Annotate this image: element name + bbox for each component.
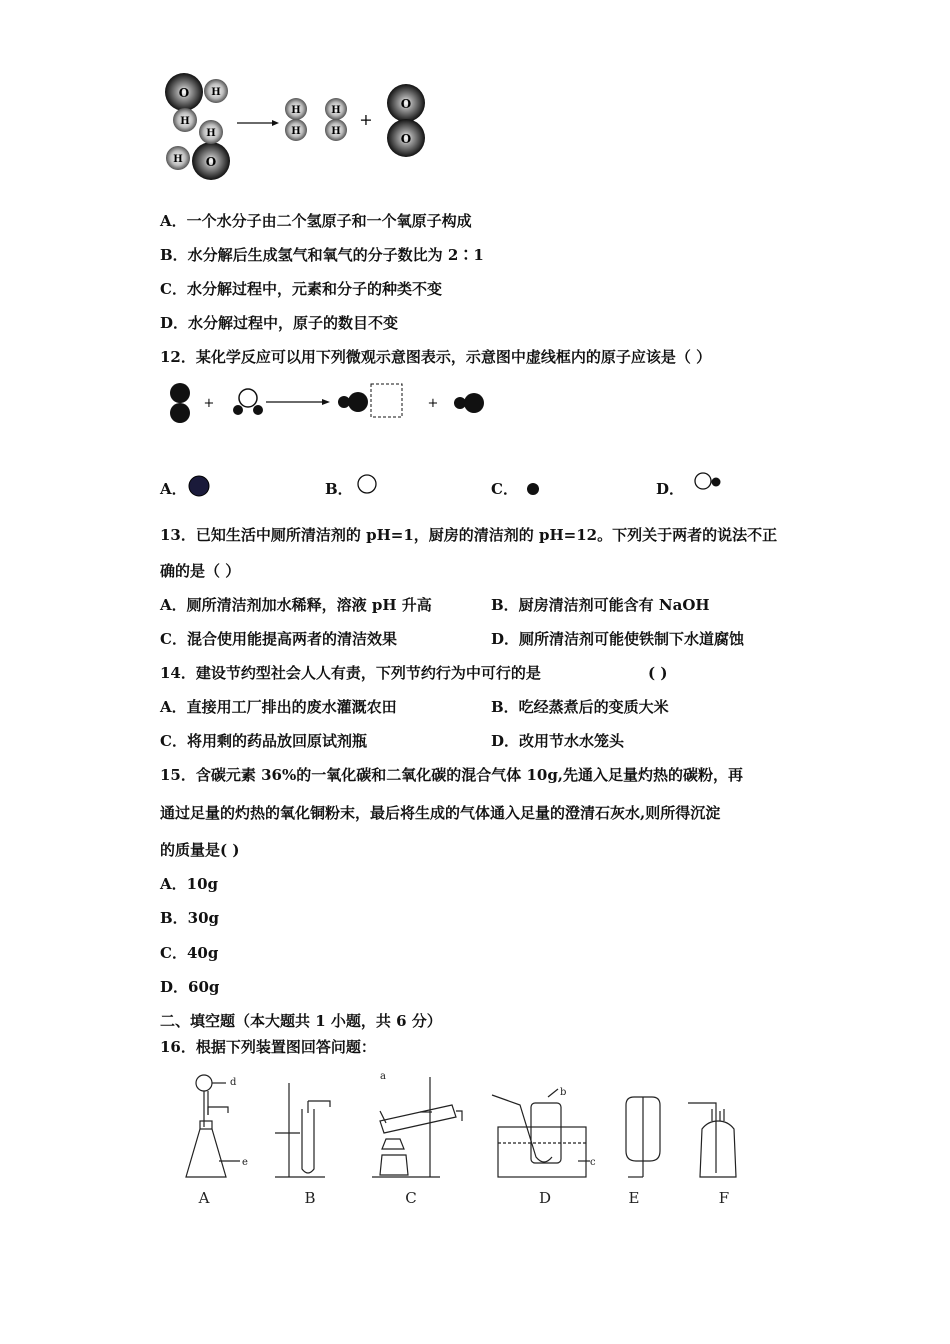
q12-option-b-atom [355,473,385,503]
oxygen-atom-label: O [205,155,217,169]
q16-stem: 16．根据下列装置图回答问题： [160,1038,376,1056]
q14-option-a: A．直接用工厂排出的废水灌溉农田 [160,698,397,716]
q12-stem: 12．某化学反应可以用下列微观示意图表示，示意图中虚线框内的原子应该是（ ） [160,348,712,366]
q12-option-a-atom [186,474,216,504]
q11-option-d: D．水分解过程中，原子的数目不变 [160,314,399,332]
q11-option-c: C．水分解过程中，元素和分子的种类不变 [160,280,442,298]
q12-option-b-label: B． [325,480,353,498]
q14-stem: 14．建设节约型社会人人有责，下列节约行为中可行的是 [160,664,541,682]
apparatus-e [626,1097,660,1177]
oxygen-atom-label: O [400,132,412,146]
q12-plus-2: + [427,396,439,411]
hydrogen-atom-label: H [291,126,301,137]
part-label-b: b [560,1087,567,1098]
q12-option-c-label: C． [491,480,518,498]
hydrogen-molecule-1 [285,98,307,141]
q12-option-d[interactable] [656,478,684,499]
oxygen-molecule [387,84,425,157]
part-label-c: c [590,1157,596,1168]
oxygen-atom-label: O [400,97,412,111]
hydrogen-atom-label: H [291,105,301,116]
apparatus-label-e: E [628,1189,640,1207]
q15-option-d: D．60g [160,978,220,996]
apparatus-c [372,1077,462,1177]
apparatus-label-a: A [198,1189,210,1207]
q15-stem-line2: 通过足量的灼热的氧化铜粉末，最后将生成的气体通入足量的澄清石灰水,则所得沉淀 [160,804,721,822]
part-label-d: d [230,1077,237,1088]
q13-option-a: A．厕所清洁剂加水稀释，溶液 pH 升高 [160,596,432,614]
q12-option-c-atom [522,478,552,508]
reaction-arrow [237,120,279,126]
q14-option-c: C．将用剩的药品放回原试剂瓶 [160,732,367,750]
apparatus-a [186,1075,240,1177]
section-heading: 二、填空题（本大题共 1 小题，共 6 分） [160,1012,442,1030]
water-decomposition-figure [0,0,950,190]
apparatus-label-d: D [538,1189,552,1207]
oxygen-atom-label: O [178,86,190,100]
hydrogen-atom-label: H [180,116,190,127]
q12-plus-1: + [203,396,215,411]
reactant-1 [170,383,190,423]
q14-answer-paren: ( ) [648,664,668,682]
q15-stem-line1: 15．含碳元素 36%的一氧化碳和二氧化碳的混合气体 10g,先通入足量灼热的碳粉，再 [160,766,744,784]
product-2 [454,393,484,413]
part-label-a: a [380,1071,386,1082]
q13-option-c: C．混合使用能提高两者的清洁效果 [160,630,397,648]
apparatus-label-b: B [304,1189,316,1207]
q13-option-d: D．厕所清洁剂可能使铁制下水道腐蚀 [491,630,745,648]
q12-option-b[interactable] [325,478,353,499]
apparatus-label-f: F [718,1189,730,1207]
q12-option-d-label: D． [656,480,685,498]
q12-arrow [266,399,330,405]
q11-option-b: B．水分解后生成氢气和氧气的分子数比为 2∶1 [160,246,484,264]
part-label-e: e [242,1157,248,1168]
q13-stem-line1: 13．已知生活中厕所清洁剂的 pH=1，厨房的清洁剂的 pH=12。下列关于两者的说法不正 [160,526,778,544]
q12-option-d-molecule [691,470,731,500]
hydrogen-atom-label: H [173,154,183,165]
q14-option-d: D．改用节水水笼头 [491,732,625,750]
q12-option-a[interactable] [160,478,187,499]
apparatus-label-c: C [405,1189,417,1207]
q15-option-b: B．30g [160,909,220,927]
q14-option-b: B．吃经蒸煮后的变质大米 [491,698,669,716]
product-1 [338,384,402,417]
hydrogen-molecule-2 [325,98,347,141]
q15-option-c: C．40g [160,944,219,962]
apparatus-b [275,1083,330,1177]
q15-option-a: A．10g [160,875,219,893]
apparatus-f [688,1103,736,1177]
q12-reaction-figure [0,378,950,438]
q13-option-b: B．厨房清洁剂可能含有 NaOH [491,596,710,614]
apparatus-d [492,1089,590,1177]
q13-stem-line2: 确的是（ ） [160,562,241,580]
hydrogen-atom-label: H [206,128,216,139]
q12-option-a-label: A． [160,480,187,498]
water-molecule-2 [166,120,230,180]
q12-option-c[interactable] [491,478,518,499]
hydrogen-atom-label: H [331,126,341,137]
q11-option-a: A．一个水分子由二个氢原子和一个氧原子构成 [160,212,472,230]
hydrogen-atom-label: H [211,87,221,98]
hydrogen-atom-label: H [331,105,341,116]
plus-sign: + [359,110,373,129]
q15-stem-line3: 的质量是( ) [160,841,240,859]
apparatus-figure [0,1065,950,1215]
reactant-2 [233,389,263,415]
